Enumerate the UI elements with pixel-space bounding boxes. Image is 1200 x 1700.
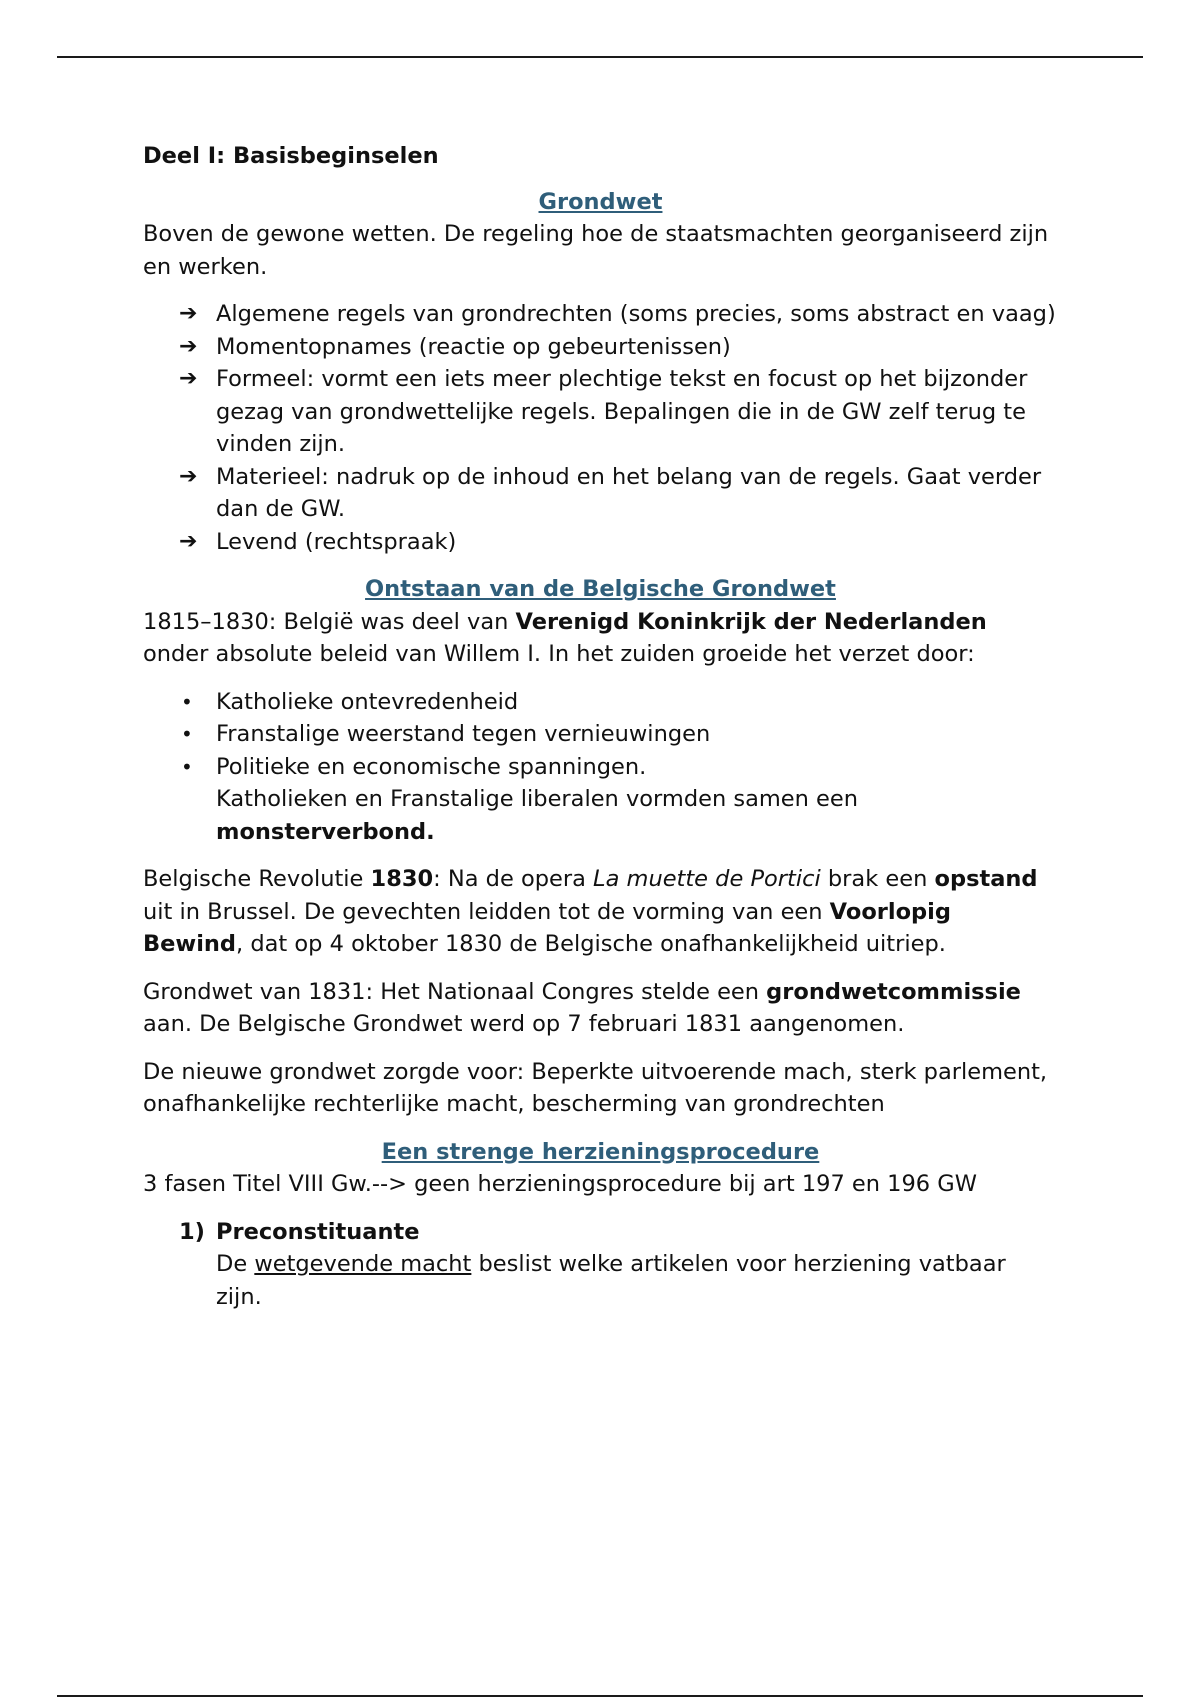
bullet-icon: • xyxy=(181,754,193,779)
step-description: De wetgevende macht beslist welke artikelen voor herziening vatbaar zijn. xyxy=(216,1251,1006,1310)
section-heading-herziening: Een strenge herzieningsprocedure xyxy=(381,1138,820,1165)
list-item: ➔ Momentopnames (reactie op gebeurtenissen) xyxy=(143,331,1058,364)
list-item: ➔ Formeel: vormt een iets meer plechtige tekst en focust op het bijzonder gezag van grondwettelijke regels. Bepalingen die in de GW zelf terug te vinden zijn. xyxy=(143,363,1058,461)
right-arrow-icon: ➔ xyxy=(179,301,198,326)
grondwet-arrow-list xyxy=(143,298,1058,558)
part-title: Deel I: Basisbeginselen xyxy=(143,143,439,169)
list-item: ➔ Materieel: nadruk op de inhoud en het belang van de regels. Gaat verder dan de GW. xyxy=(143,461,1058,526)
section-heading-ontstaan: Ontstaan van de Belgische Grondwet xyxy=(365,576,836,602)
list-item: ➔ Algemene regels van grondrechten (soms precies, soms abstract en vaag) xyxy=(143,298,1058,331)
document-body xyxy=(143,140,1058,1328)
list-item: ➔ Levend (rechtspraak) xyxy=(143,526,1058,559)
herziening-intro: 3 fasen Titel VIII Gw.--> geen herzieningsprocedure bij art 197 en 196 GW xyxy=(143,1171,977,1197)
right-arrow-icon: ➔ xyxy=(179,528,198,554)
list-item: • Franstalige weerstand tegen vernieuwingen xyxy=(143,718,1058,751)
bullet-icon: • xyxy=(181,722,193,746)
ontstaan-paragraph-2: Belgische Revolutie 1830: Na de opera La muette de Portici brak een opstand uit in Brussel. De gevechten leidden tot de vorming van een Voorlopig Bewind, dat op 4 oktober 1830 de Belgische onafhankelijkheid uitriep. xyxy=(143,866,1038,957)
right-arrow-icon: ➔ xyxy=(179,366,198,391)
grondwet-intro: Boven de gewone wetten. De regeling hoe de staatsmachten georganiseerd zijn en werken. xyxy=(143,221,1049,280)
section-heading-grondwet: Grondwet xyxy=(538,188,663,215)
bottom-page-rule xyxy=(57,1695,1143,1697)
right-arrow-icon: ➔ xyxy=(179,333,198,359)
bullet-note: Katholieken en Franstalige liberalen vormden samen een monsterverbond. xyxy=(216,786,858,845)
list-item xyxy=(143,1216,1058,1314)
list-item: • Politieke en economische spanningen. Katholieken en Franstalige liberalen vormden samen een monsterverbond. xyxy=(143,751,1058,849)
list-item: • Katholieke ontevredenheid xyxy=(143,686,1058,719)
top-page-rule xyxy=(57,56,1143,58)
ontstaan-paragraph-4: De nieuwe grondwet zorgde voor: Beperkte uitvoerende mach, sterk parlement, onafhankelijke rechterlijke macht, bescherming van grondrechten xyxy=(143,1058,1048,1117)
bullet-icon: • xyxy=(181,689,193,714)
herziening-steps xyxy=(143,1216,1058,1314)
step-number: 1) xyxy=(179,1218,205,1245)
step-title: Preconstituante xyxy=(216,1218,420,1245)
right-arrow-icon: ➔ xyxy=(179,463,198,489)
ontstaan-paragraph-3: Grondwet van 1831: Het Nationaal Congres stelde een grondwetcommissie aan. De Belgische Grondwet werd op 7 februari 1831 aangenomen. xyxy=(143,978,1021,1037)
ontstaan-paragraph-1: 1815–1830: België was deel van Verenigd Koninkrijk der Nederlanden onder absolute beleid van Willem I. In het zuiden groeide het verzet door: xyxy=(143,608,987,667)
ontstaan-bullet-list xyxy=(143,686,1058,849)
